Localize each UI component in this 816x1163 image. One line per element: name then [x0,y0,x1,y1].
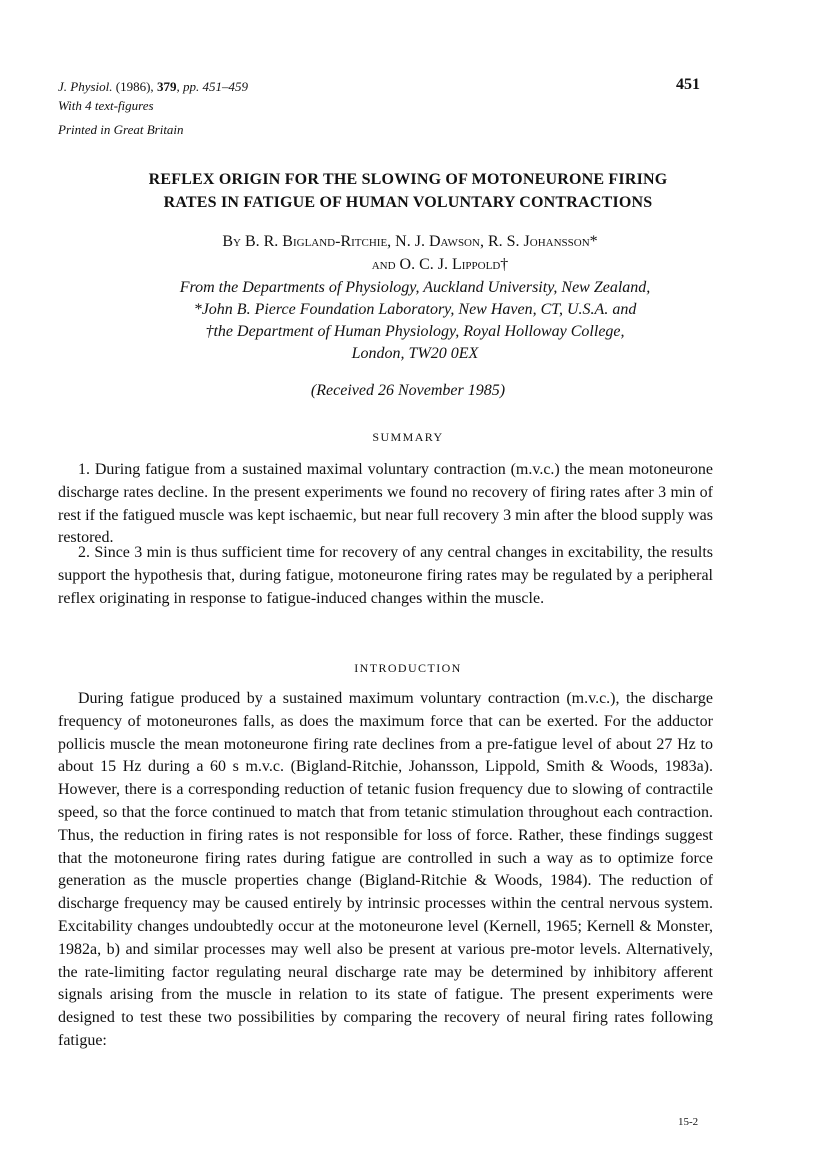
affiliations [150,277,680,365]
title-line: REFLEX ORIGIN FOR THE SLOWING OF MOTONEURONE FIRING [148,171,668,188]
printed-note: Printed in Great Britain [58,122,184,137]
authors-line: and O. C. J. Lippold† [371,256,509,273]
affiliation-line: From the Departments of Physiology, Auckland University, New Zealand, [179,279,651,296]
affiliation-line: London, TW20 0EX [351,345,479,362]
title-line: RATES IN FATIGUE OF HUMAN VOLUNTARY CONTRACTIONS [163,194,653,211]
author-list [150,230,670,276]
affiliation-line: †the Department of Human Physiology, Royal Holloway College, [205,323,625,340]
introduction-paragraph: During fatigue produced by a sustained maximum voluntary contraction (m.v.c.), the discharge frequency of motoneurones falls, as does the maximum force that can be exerted. For the adductor pollicis muscle the mean motoneurone firing rate declines from a pre-fatigue level of about 27 Hz to about 15 Hz during a 60 s m.v.c. (Bigland-Ritchie, Johansson, Lippold, Smith & Woods, 1983a). However, there is a corresponding reduction of tetanic fusion frequency due to slowing of contractile speed, so that the force continued to match that from tetanic stimulation throughout each contraction. Thus, the reduction in firing rates is not responsible for loss of force. Rather, these findings suggest that the motoneurone firing rates during fatigue are controlled in such a way as to optimize force generation as the muscle properties change (Bigland-Ritchie & Woods, 1984). The reduction of discharge frequency may be caused entirely by intrinsic processes within the central nervous system. Excitability changes undoubtedly occur at the motoneurone level (Kernell, 1965; Kernell & Monster, 1982a, b) and similar processes may well also be present at various pre-motor levels. Alternatively, the rate-limiting factor regulating neural discharge rate may be determined by inhibitory afferent signals arising from the muscle in relation to its state of fatigue. The present experiments were designed to test these two possibilities by comparing the recovery of neural firing rates following fatigue: [58,690,713,1049]
page-number: 451 [676,76,700,93]
summary-heading: SUMMARY [372,430,444,444]
paper-title [60,168,756,214]
figures-note: With 4 text-figures [58,98,154,113]
journal-citation: J. Physiol. (1986), 379, pp. 451–459 [58,79,248,94]
received-date: (Received 26 November 1985) [310,382,506,399]
summary-paragraph: 1. During fatigue from a sustained maximal voluntary contraction (m.v.c.) the mean motoneurone discharge rates decline. In the present experiments we found no recovery of firing rates after 3 min of rest if the fatigued muscle was kept ischaemic, but near full recovery 3 min after the blood supply was restored. [58,461,713,547]
affiliation-line: *John B. Pierce Foundation Laboratory, New Haven, CT, U.S.A. and [193,301,637,318]
authors-line: By B. R. Bigland-Ritchie, N. J. Dawson, R. S. Johansson* [222,233,598,250]
footer-signature: 15-2 [678,1116,699,1128]
introduction-heading: INTRODUCTION [354,661,462,675]
summary-paragraph: 2. Since 3 min is thus sufficient time for recovery of any central changes in excitability, the results support the hypothesis that, during fatigue, motoneurone firing rates may be regulated by a peripheral reflex originating in response to fatigue-induced changes within the muscle. [58,544,713,607]
